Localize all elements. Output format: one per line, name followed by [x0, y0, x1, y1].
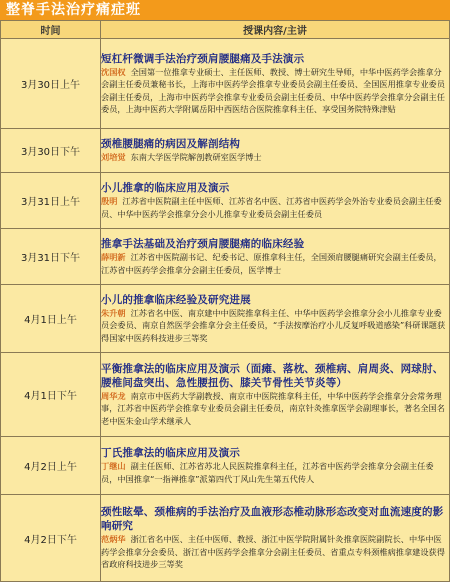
session-speaker: 沈国权 [101, 66, 126, 77]
session-content [101, 437, 450, 495]
session-title: 小儿推拿的临床应用及演示 [101, 182, 230, 194]
speaker-bio: 全国第一位推拿专业硕士、主任医师、教授、博士研究生导师，中华中医药学会推拿分会副主任委员兼秘书长，上海市中医药学会推拿专业委员会副主任委员、全国医用推拿专业委员会副主任委员，上海市中医药学会推拿专业委员会副主任委员、中华中医药学会推拿分会副主任委员，上海中医药大学附属岳阳中西医结合医院推拿科主任、享受国务院特殊津贴 [101, 66, 445, 114]
speaker-bio: 江苏省中医院副主任中医师、江苏省名中医、江苏省中医药学会外治专业委员会副主任委员、中华中医药学会推拿分会小儿推拿专业委员会副主任委员 [101, 196, 442, 219]
session-time: 4月1日下午 [1, 353, 101, 437]
session-description [101, 251, 449, 276]
session-time: 4月2日上午 [1, 437, 101, 495]
header-content: 授课内容/主讲 [101, 21, 450, 39]
schedule-table [0, 20, 450, 582]
session-content [101, 129, 450, 173]
session-title: 推拿手法基础及治疗颈肩腰腿痛的临床经验 [101, 238, 305, 250]
session-time: 4月2日下午 [1, 495, 101, 582]
table-row [1, 437, 450, 495]
session-description [101, 307, 449, 345]
session-title: 丁氏推拿法的临床应用及演示 [101, 447, 241, 459]
session-content [101, 495, 450, 582]
session-title: 颈椎腰腿痛的病因及解剖结构 [101, 138, 241, 151]
table-row [1, 173, 450, 229]
table-header-row [1, 21, 450, 39]
session-description [101, 460, 449, 485]
session-content [101, 173, 450, 229]
table-row [1, 129, 450, 173]
header-time: 时间 [1, 21, 101, 39]
speaker-bio: 东南大学医学院解剖教研室医学博士 [130, 152, 262, 163]
course-title-banner: 整脊手法治疗痛症班 [0, 0, 450, 20]
session-title: 颈性眩晕、颈椎病的手法治疗及血液形态椎动脉形态改变对血流速度的影响研究 [101, 506, 444, 533]
table-row [1, 229, 450, 285]
session-content [101, 353, 450, 437]
session-speaker: 范炳华 [101, 534, 126, 545]
speaker-bio: 副主任医师、江苏省苏北人民医院推拿科主任，江苏省中医药学会推拿分会副主任委员，中国推拿“一指禅推拿”派第四代丁风山先生第五代传人 [101, 461, 434, 484]
session-title: 小儿的推拿临床经验及研究进展 [101, 293, 251, 306]
session-speaker: 殷明 [101, 196, 118, 206]
session-speaker: 刘培觉 [101, 152, 126, 163]
session-time: 4月1日上午 [1, 285, 101, 353]
session-description [101, 66, 449, 116]
session-time: 3月30日上午 [1, 39, 101, 129]
session-time: 3月31日下午 [1, 229, 101, 285]
session-content [101, 285, 450, 353]
session-speaker: 薛明新 [101, 252, 126, 262]
session-time: 3月30日下午 [1, 129, 101, 173]
speaker-bio: 江苏省名中医、南京建中中医院推拿科主任、中华中医药学会推拿分会小儿推拿专业委员会委员、南京自然医学会推拿分会主任委员，“手法按摩治疗小儿反复呼吸道感染”科研课题获得国家中医药科技进步三等奖 [101, 307, 446, 343]
session-description [101, 533, 449, 571]
session-content [101, 39, 450, 129]
speaker-bio: 江苏省中医院副书记、纪委书记、原推拿科主任，全国颈肩腰腿痛研究会副主任委员，江苏省中医药学会推拿分会副主任委员，医学博士 [101, 252, 442, 275]
table-row [1, 353, 450, 437]
session-speaker: 丁继山 [101, 461, 126, 471]
session-title: 平衡推拿法的临床应用及演示（面瘫、落枕、颈椎病、肩周炎、网球肘、腰椎间盘突出、急性腰扭伤、膝关节骨性关节炎等） [101, 362, 444, 389]
table-row [1, 495, 450, 582]
speaker-bio: 南京市中医药大学副教授、南京市中医院推拿科主任，中华中医药学会推拿分会常务理事，江苏省中医药学会推拿专业委员会副主任委员，南京针灸推拿医学会副理事长，著名全国名老中医朱金山学术继承人 [101, 390, 445, 426]
session-speaker: 朱升朝 [101, 307, 126, 318]
session-speaker: 周华龙 [101, 390, 126, 401]
session-title: 短杠杆微调手法治疗颈肩腰腿痛及手法演示 [101, 52, 305, 65]
session-description [101, 195, 449, 220]
table-row [1, 285, 450, 353]
speaker-bio: 浙江省名中医、主任中医师、教授、浙江中医学院附属针灸推拿医院副院长、中华中医药学会推拿分会委员、浙江省中医药学会推拿分会副主任委员、省重点专科颈椎病推拿建设获得省政府科技进步三等奖 [101, 534, 445, 570]
session-description [101, 151, 449, 164]
table-row [1, 39, 450, 129]
session-content [101, 229, 450, 285]
session-time: 3月31日上午 [1, 173, 101, 229]
session-description [101, 390, 449, 428]
